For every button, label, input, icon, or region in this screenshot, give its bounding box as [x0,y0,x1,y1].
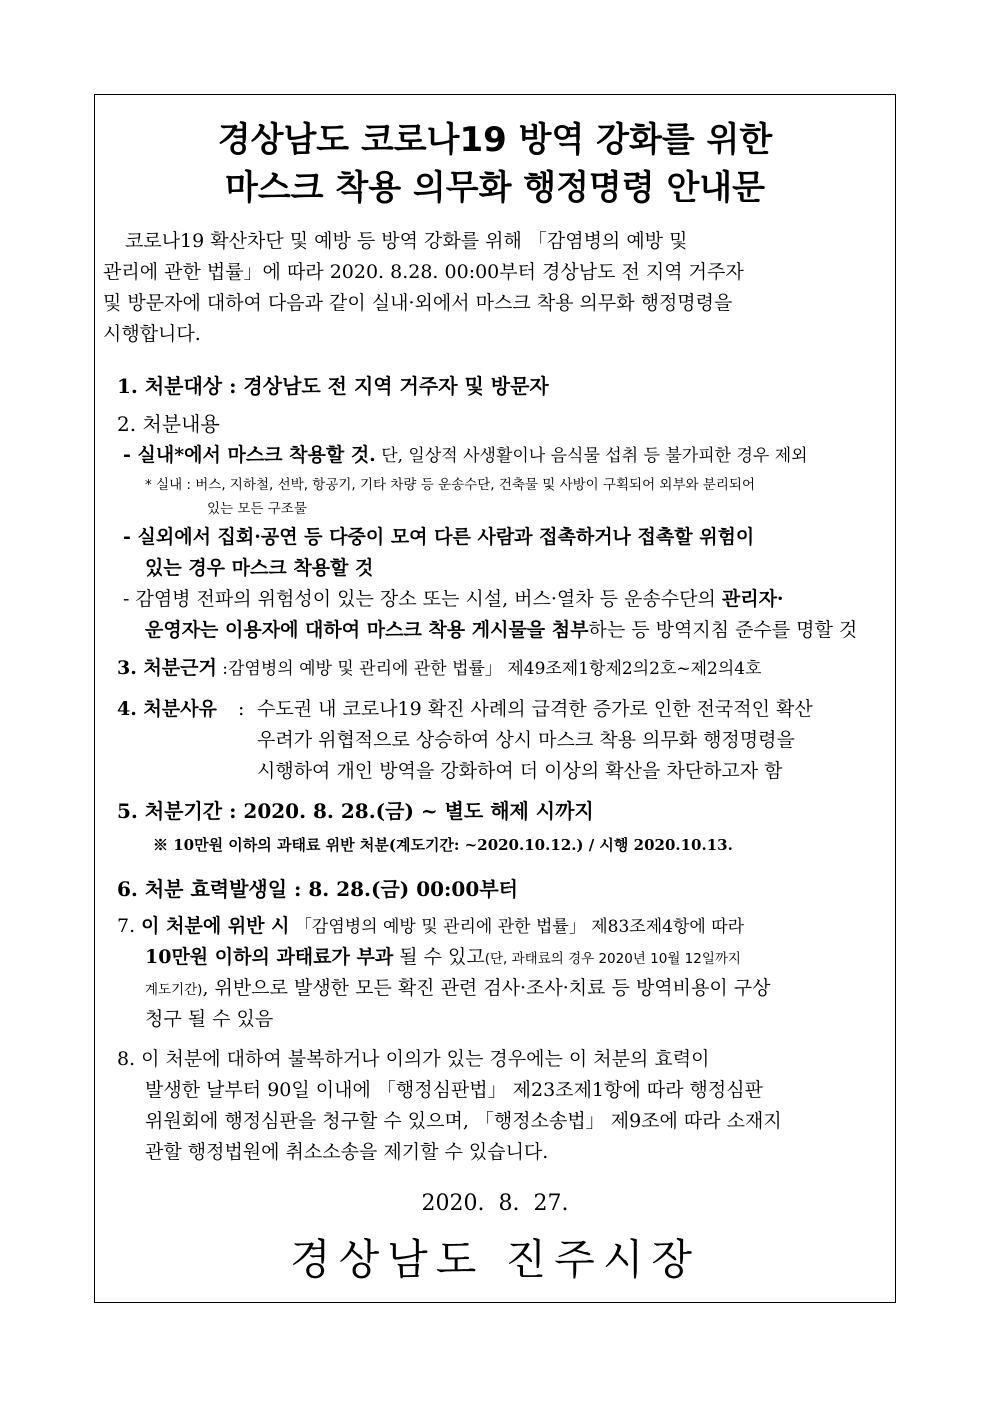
item-2-label: 2. 처분내용 [117,412,220,436]
item-3: 3. 처분근거 :감염병의 예방 및 관리에 관한 법률」 제49조제1항제2의2호~제2의4호 [117,657,762,679]
item-1: 1. 처분대상 : 경상남도 전 지역 거주자 및 방문자 [117,374,549,398]
item-6: 6. 처분 효력발생일 : 8. 28.(금) 00:00부터 [117,877,518,901]
item-7-line-2: 10만원 이하의 과태료가 부과 될 수 있고(단, 과태료의 경우 2020년 10월 12일까지 [145,946,741,968]
item-2-note-line-1: * 실내 : 버스, 지하철, 선박, 항공기, 기타 차량 등 운송수단, 건축물 및 사방이 구획되어 외부와 분리되어 [145,477,756,493]
item-7-line-4: 청구 될 수 있음 [145,1008,274,1030]
item-8-line-3: 위원회에 행정심판을 청구할 수 있으며, 「행정소송법」 제9조에 따라 소재지 [145,1110,782,1132]
item-8-line-1: 8. 이 처분에 대하여 불복하거나 이의가 있는 경우에는 이 처분의 효력이 [117,1048,710,1070]
intro-line-4: 시행합니다. [103,323,201,345]
item-2-bullet-1: - 실내*에서 마스크 착용할 것. 단, 일상적 사생활이나 음식물 섭취 등 불가피한 경우 제외 [123,444,808,466]
intro-line-2: 관리에 관한 법률」에 따라 2020. 8.28. 00:00부터 경상남도 전 지역 거주자 [103,261,744,283]
item-4-line-2: 우려가 위협적으로 상승하여 상시 마스크 착용 의무화 행정명령을 [257,729,795,751]
item-2-bullet-2-line-1: - 실외에서 집회·공연 등 다중이 모여 다른 사람과 접촉하거나 접촉할 위험이 [123,526,755,548]
item-7-line-3: 계도기간), 위반으로 발생한 모든 확진 관련 검사·조사·치료 등 방역비용이 구상 [145,977,771,999]
intro-line-3: 및 방문자에 대하여 다음과 같이 실내·외에서 마스크 착용 의무화 행정명령을 [103,292,733,314]
signature: 경상남도 진주시장 [290,1235,700,1284]
item-8-line-4: 관할 행정법원에 취소소송을 제기할 수 있습니다. [145,1141,549,1163]
item-4-line-1: 수도권 내 코로나19 확진 사례의 급격한 증가로 인한 전국적인 확산 [257,698,813,720]
item-4-line-3: 시행하여 개인 방역을 강화하여 더 이상의 확산을 차단하고자 함 [257,760,783,782]
item-7-line-1: 7. 이 처분에 위반 시 「감염병의 예방 및 관리에 관한 법률」 제83조제4항에 따라 [117,915,745,937]
notice-document [94,94,896,1303]
item-2-bullet-2-line-2: 있는 경우 마스크 착용할 것 [145,557,374,579]
document-date: 2020. 8. 27. [421,1191,569,1216]
item-8-line-2: 발생한 날부터 90일 이내에 「행정심판법」 제23조제1항에 따라 행정심판 [145,1079,763,1101]
item-4-colon: : [238,698,245,720]
item-5-note: ※ 10만원 이하의 과태료 위반 처분(계도기간: ~2020.10.12.) / 시행 2020.10.13. [153,836,733,854]
title-line-2: 마스크 착용 의무화 행정명령 안내문 [224,168,765,208]
item-2-bullet-3-line-1: - 감염병 전파의 위험성이 있는 장소 또는 시설, 버스·열차 등 운송수단의 관리자· [123,588,784,610]
title-line-1: 경상남도 코로나19 방역 강화를 위한 [217,120,773,160]
item-5: 5. 처분기간 : 2020. 8. 28.(금) ~ 별도 해제 시까지 [117,799,594,823]
item-4-label: 4. 처분사유 [117,698,217,720]
item-2-note-line-2: 있는 모든 구조물 [207,501,307,517]
intro-line-1: 코로나19 확산차단 및 예방 등 방역 강화를 위해 「감염병의 예방 및 [125,230,688,252]
item-2-bullet-3-line-2: 운영자는 이용자에 대하여 마스크 착용 게시물을 첨부하는 등 방역지침 준수를 명할 것 [145,619,858,641]
